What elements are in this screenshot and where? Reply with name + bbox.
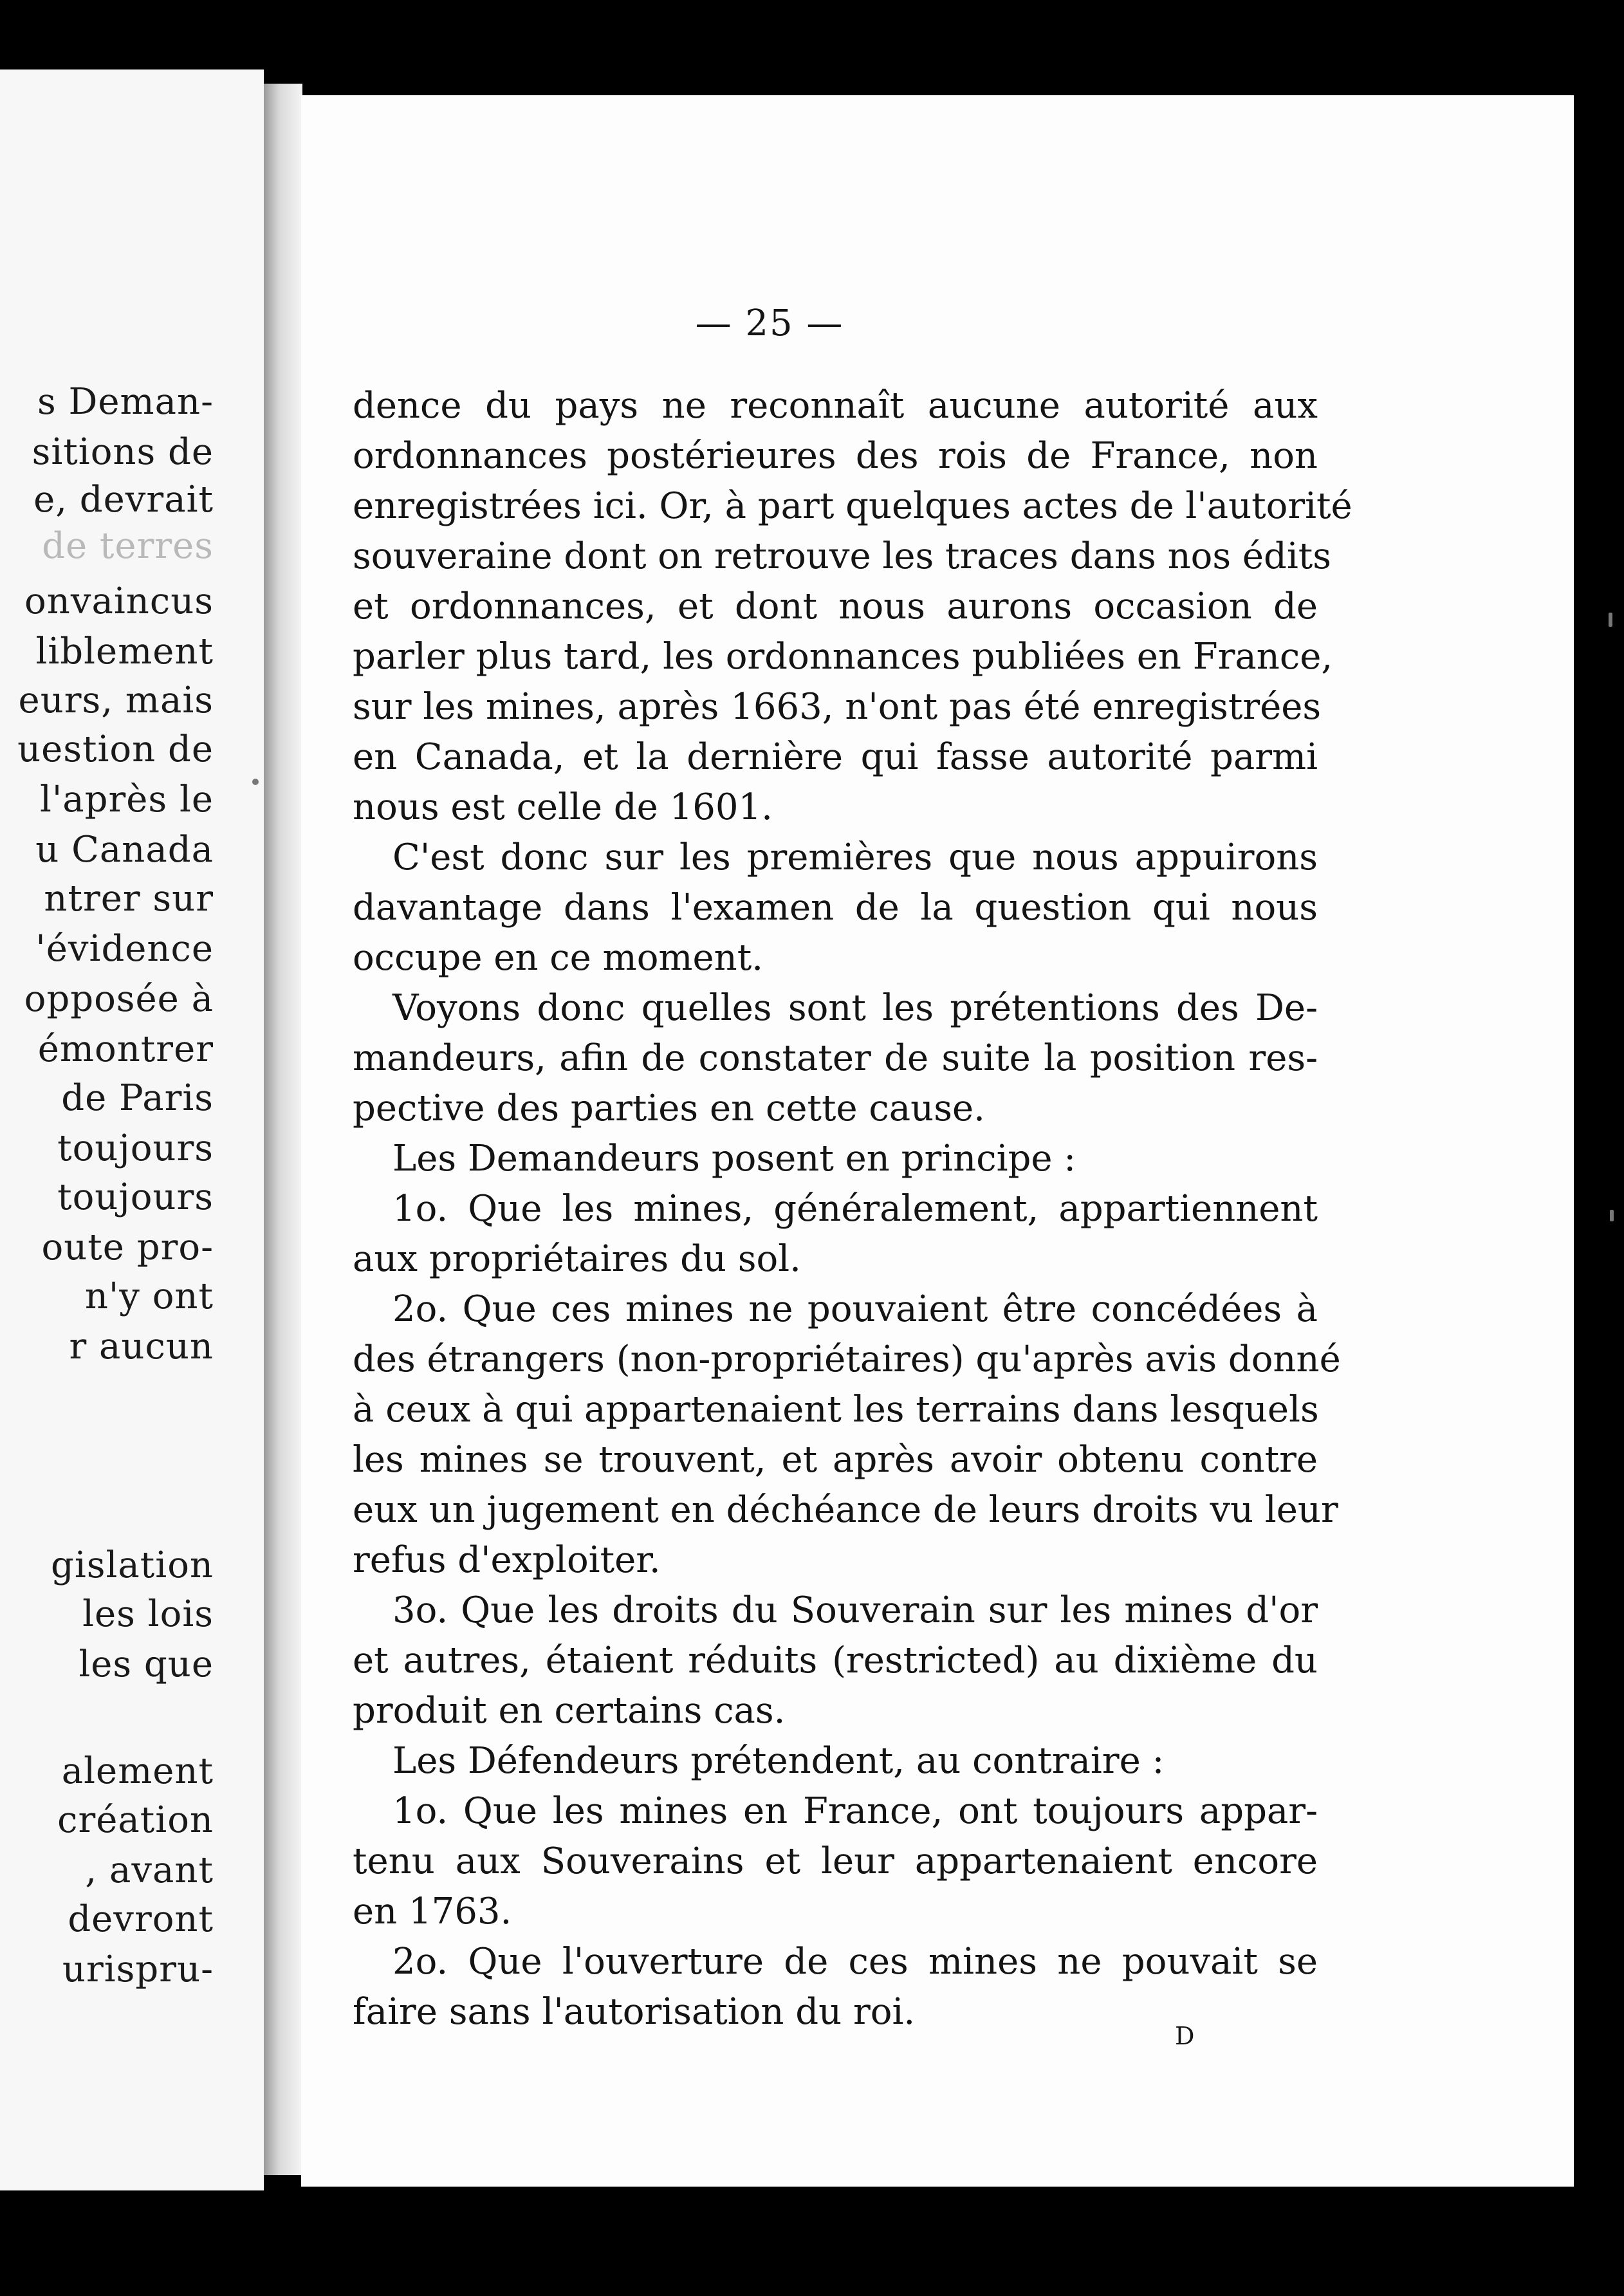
text-line: mandeurs, afin de constater de suite la position res- bbox=[353, 1037, 1318, 1079]
left-page-line: uestion de bbox=[17, 728, 214, 770]
page-number: — 25 — bbox=[695, 302, 844, 344]
text-line: produit en certains cas. bbox=[353, 1690, 786, 1732]
left-page-line: devront bbox=[68, 1898, 214, 1940]
left-page-line: ntrer sur bbox=[44, 878, 214, 920]
text-line: dence du pays ne reconnaît aucune autorité aux bbox=[353, 385, 1318, 427]
text-line: 2o. Que l'ouverture de ces mines ne pouvait se bbox=[392, 1941, 1318, 1983]
left-page-line: e, devrait bbox=[33, 479, 214, 521]
text-line: tenu aux Souverains et leur appartenaient encore bbox=[353, 1840, 1318, 1882]
page-body-text bbox=[353, 381, 1352, 2037]
left-page-line: liblement bbox=[35, 631, 214, 672]
text-line: 2o. Que ces mines ne pouvaient être concédées à bbox=[392, 1288, 1318, 1330]
left-page-line: de Paris bbox=[61, 1077, 214, 1119]
left-page-line: les lois bbox=[82, 1593, 214, 1635]
left-page-line: oute pro- bbox=[41, 1227, 214, 1268]
text-line: enregistrées ici. Or, à part quelques actes de l'autorité bbox=[353, 485, 1352, 527]
left-page-line: émontrer bbox=[37, 1028, 214, 1070]
scan-speck bbox=[1609, 613, 1612, 627]
left-page-line: eurs, mais bbox=[18, 680, 214, 721]
left-page-line: r aucun bbox=[69, 1326, 214, 1367]
text-line: pective des parties en cette cause. bbox=[353, 1088, 985, 1129]
left-page-line: l'après le bbox=[39, 779, 214, 820]
left-page-line: , avant bbox=[85, 1849, 214, 1891]
text-line: nous est celle de 1601. bbox=[353, 786, 773, 828]
text-line: ordonnances postérieures des rois de France, non bbox=[353, 435, 1318, 477]
text-line: refus d'exploiter. bbox=[353, 1539, 661, 1581]
left-page-line: création bbox=[57, 1799, 214, 1841]
text-line: aux propriétaires du sol. bbox=[353, 1238, 801, 1280]
text-line: parler plus tard, les ordonnances publiées en France, bbox=[353, 636, 1333, 678]
left-page-line: de terres bbox=[42, 525, 214, 567]
left-page-line: toujours bbox=[57, 1176, 214, 1218]
left-page-line: urispru- bbox=[62, 1949, 214, 1990]
text-line: 1o. Que les mines en France, ont toujours appar- bbox=[392, 1790, 1318, 1832]
text-line: et ordonnances, et dont nous aurons occasion de bbox=[353, 586, 1318, 627]
left-page-line: alement bbox=[61, 1750, 214, 1792]
text-line: et autres, étaient réduits (restricted) au dixième du bbox=[353, 1640, 1318, 1681]
text-line: occupe en ce moment. bbox=[353, 937, 764, 979]
text-line: sur les mines, après 1663, n'ont pas été enregistrées bbox=[353, 686, 1322, 728]
text-line: eux un jugement en déchéance de leurs droits vu leur bbox=[353, 1489, 1338, 1531]
text-line: 1o. Que les mines, généralement, appartiennent bbox=[392, 1188, 1318, 1230]
left-page-line: s Deman- bbox=[37, 381, 214, 423]
text-line: Les Défendeurs prétendent, au contraire : bbox=[392, 1740, 1165, 1782]
text-line: davantage dans l'examen de la question qui nous bbox=[353, 887, 1318, 929]
text-line: souveraine dont on retrouve les traces dans nos édits bbox=[353, 535, 1332, 577]
text-line: des étrangers (non-propriétaires) qu'après avis donné bbox=[353, 1338, 1341, 1380]
text-line: les mines se trouvent, et après avoir obtenu contre bbox=[353, 1439, 1318, 1481]
left-page-line: toujours bbox=[57, 1127, 214, 1169]
scan-speck bbox=[1610, 1210, 1614, 1221]
left-page-line: sitions de bbox=[32, 431, 214, 473]
signature-mark: D bbox=[1175, 2022, 1195, 2050]
text-line: en Canada, et la dernière qui fasse autorité parmi bbox=[353, 736, 1318, 778]
text-line: 3o. Que les droits du Souverain sur les mines d'or bbox=[392, 1589, 1318, 1631]
book-gutter bbox=[264, 84, 302, 2175]
left-page-line: les que bbox=[78, 1643, 214, 1685]
text-line: en 1763. bbox=[353, 1891, 512, 1932]
text-line: C'est donc sur les premières que nous appuirons bbox=[392, 837, 1318, 878]
text-line: Les Demandeurs posent en principe : bbox=[392, 1138, 1076, 1180]
left-page-line: gislation bbox=[51, 1544, 214, 1586]
text-line: faire sans l'autorisation du roi. bbox=[353, 1991, 916, 2033]
left-page-line: opposée à bbox=[24, 978, 214, 1020]
text-line: Voyons donc quelles sont les prétentions des De- bbox=[392, 987, 1318, 1029]
left-page-line: n'y ont bbox=[84, 1275, 214, 1317]
left-page-fragment bbox=[0, 69, 264, 2190]
left-page-line: u Canada bbox=[35, 829, 214, 871]
text-line: à ceux à qui appartenaient les terrains dans lesquels bbox=[353, 1389, 1319, 1430]
scan-speck bbox=[252, 779, 259, 785]
left-page-line: onvaincus bbox=[24, 580, 214, 622]
left-page-line: 'évidence bbox=[35, 928, 214, 970]
